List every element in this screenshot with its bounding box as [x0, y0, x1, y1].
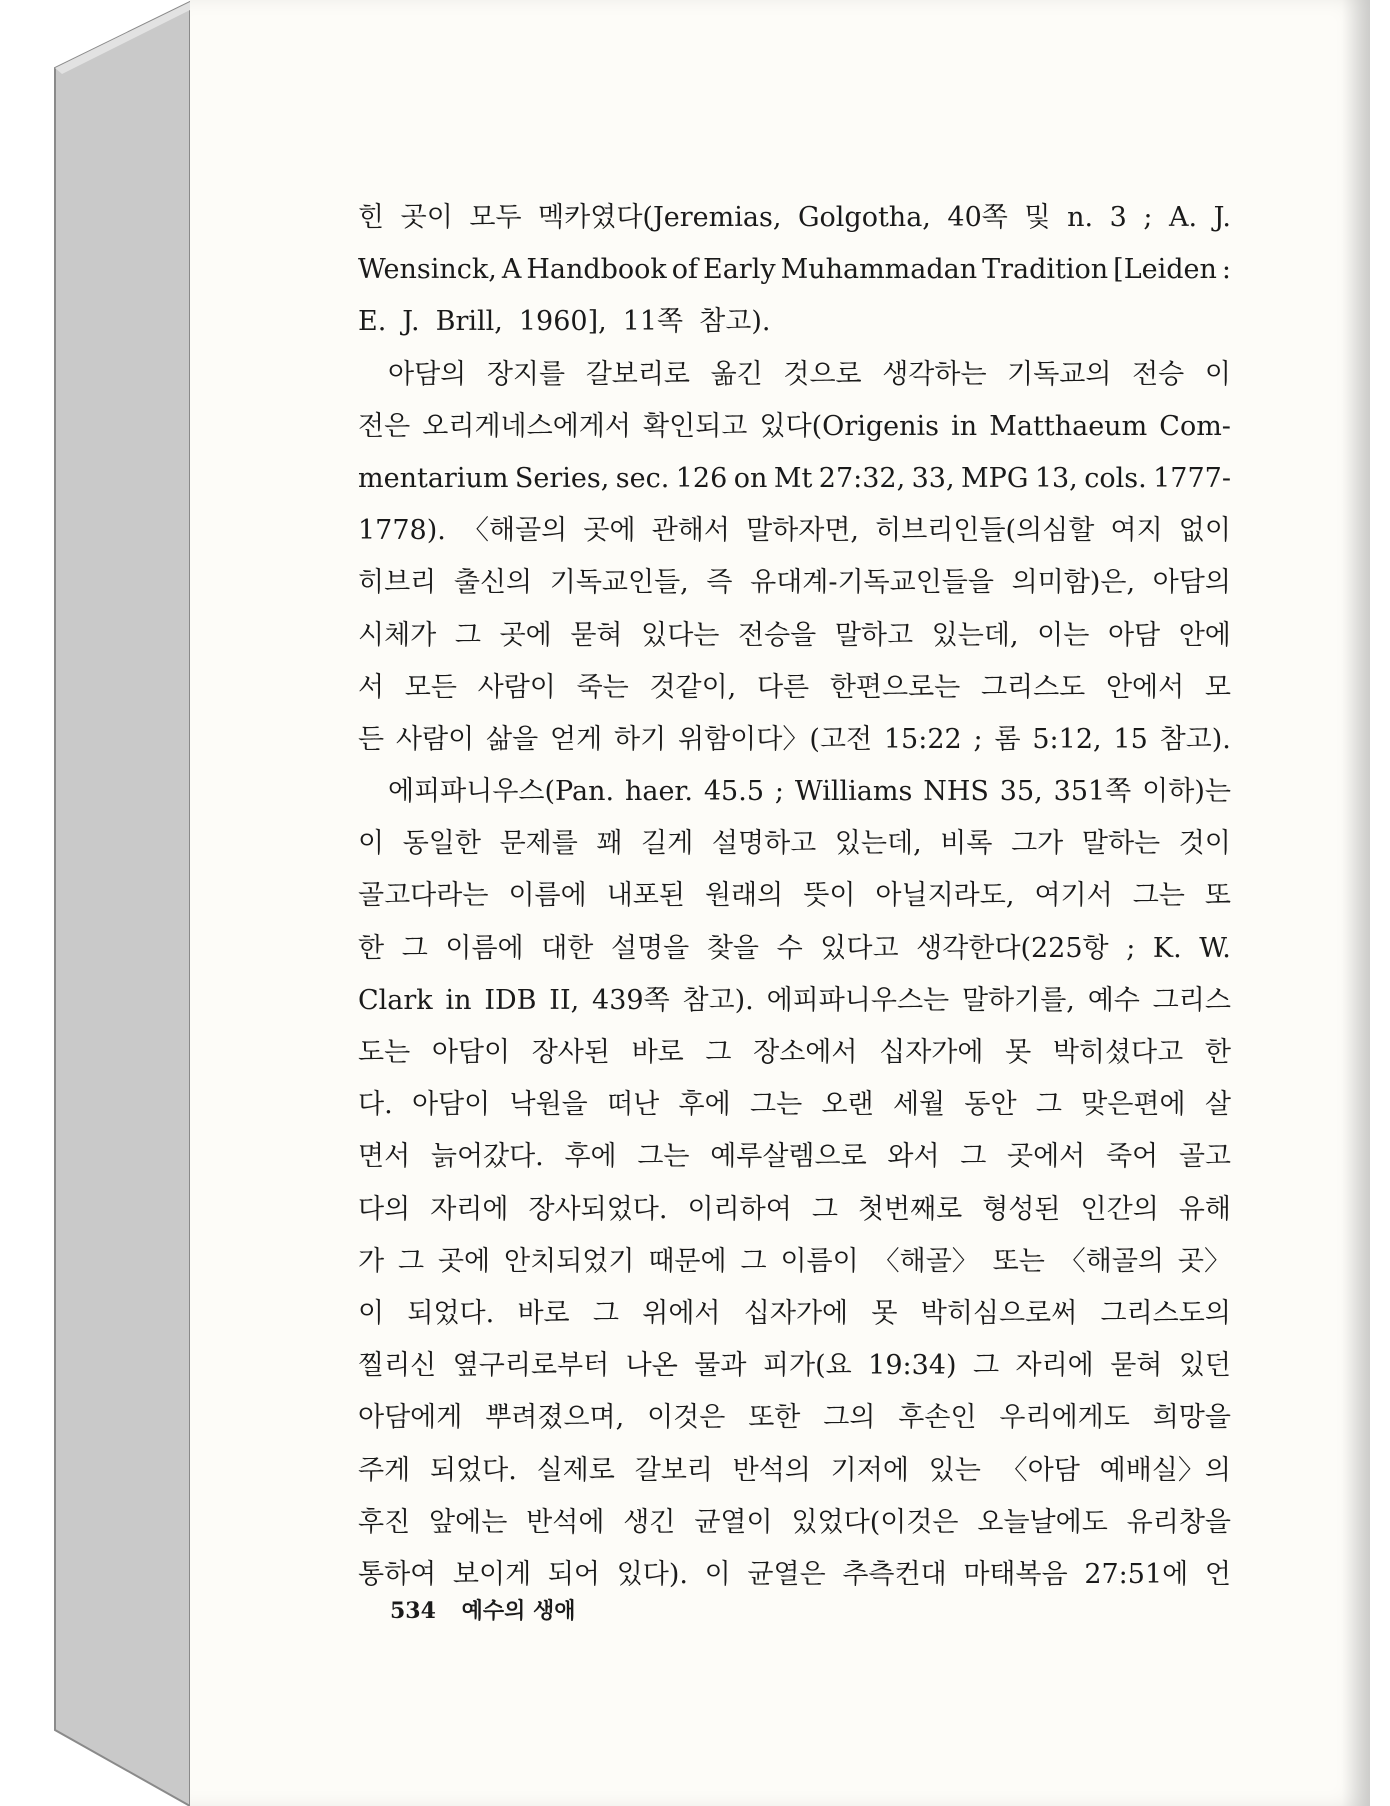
word: 곳에: [583, 515, 636, 547]
word: 예배실〉의: [1099, 1454, 1231, 1486]
word: in: [445, 984, 472, 1016]
word: Early: [702, 254, 776, 286]
word: 죽어: [1105, 1141, 1159, 1173]
word: 뜻이: [803, 880, 856, 912]
word: 그: [401, 932, 428, 964]
word: 1778).: [358, 515, 446, 547]
word: 갈보리로: [585, 358, 691, 390]
word: 전은: [358, 410, 411, 442]
word: 떠난: [607, 1089, 660, 1121]
word: 곳에서: [1007, 1141, 1086, 1173]
word: 그리스: [1152, 984, 1231, 1016]
word: A: [501, 254, 522, 286]
word: A.: [1168, 202, 1198, 233]
word: 와서: [887, 1141, 940, 1173]
word: 아담이: [431, 1037, 511, 1068]
word: 아담이: [411, 1089, 491, 1121]
word: 15: [1113, 723, 1148, 755]
word: 관해서: [651, 515, 730, 547]
word: 도는: [358, 1037, 411, 1068]
word: 있었다(이것은: [791, 1506, 959, 1538]
word: 히브리인들(의심할: [875, 515, 1095, 547]
running-title: 예수의 생애: [461, 1598, 576, 1624]
word: 십자가에: [743, 1297, 849, 1329]
word: 전승: [1132, 358, 1185, 390]
word: 1777-: [1153, 462, 1231, 494]
word: 다.: [358, 1089, 393, 1121]
word: 35,: [999, 776, 1043, 808]
word: 시체가: [358, 619, 437, 651]
word: 비록: [940, 828, 993, 860]
word: 보이게: [452, 1558, 532, 1590]
word: 그리스도의: [1100, 1297, 1231, 1329]
word: 문제를: [499, 828, 578, 860]
word: 희망을: [1152, 1402, 1231, 1434]
word: 기독교인들,: [549, 567, 689, 599]
word: 찾을: [706, 932, 759, 964]
word: 면서: [358, 1141, 411, 1173]
text-line: [358, 714, 1231, 766]
word: 오늘날에도: [977, 1506, 1108, 1538]
word: 참고).: [682, 984, 754, 1016]
word: 생각한다(225항: [916, 932, 1109, 964]
word: haer.: [624, 776, 693, 808]
word: 그: [1035, 1089, 1062, 1121]
word: Brill,: [435, 306, 503, 338]
word: J.: [402, 306, 420, 338]
word: 있다(Origenis: [759, 410, 940, 442]
word: 추측컨대: [842, 1558, 947, 1590]
word: 장사된: [531, 1037, 610, 1068]
word: 이하)는: [1142, 776, 1231, 808]
text-line: [358, 870, 1231, 922]
text-line: [358, 1340, 1231, 1392]
word: 그: [705, 1037, 732, 1068]
word: cols.: [1084, 462, 1147, 494]
word: 유리창을: [1126, 1506, 1231, 1538]
word: 안에서: [1105, 671, 1185, 703]
text-line: [358, 349, 1231, 401]
text-line: [358, 1392, 1231, 1444]
word: 생각하는: [882, 358, 987, 390]
word: 아닐지라도,: [875, 880, 1015, 912]
text-line: [358, 1131, 1231, 1183]
text-line: [358, 1445, 1231, 1497]
word: 전승을: [737, 619, 817, 651]
text-line: [358, 610, 1231, 662]
word: 생긴: [623, 1506, 676, 1538]
word: 골고: [1178, 1141, 1231, 1173]
word: MPG: [961, 462, 1029, 494]
word: 피가(요: [762, 1350, 852, 1382]
word: 말하기를,: [961, 984, 1075, 1016]
word: 장소에서: [753, 1037, 858, 1068]
word: 동일한: [402, 828, 481, 860]
word: Matthaeum: [989, 410, 1148, 442]
word: 아담에게: [358, 1402, 463, 1434]
word: 5:12,: [1032, 723, 1102, 755]
word: 및: [1024, 202, 1051, 233]
word: 것이: [1178, 828, 1231, 860]
text-line: [358, 1497, 1231, 1549]
word: 그: [960, 1141, 987, 1173]
word: 묻혀: [570, 619, 623, 651]
word: 한: [1204, 1037, 1231, 1068]
word: 위함이다〉(고전: [678, 723, 873, 755]
word: 후진: [358, 1506, 411, 1538]
word: 길게: [641, 828, 694, 860]
word: 참고).: [699, 306, 771, 338]
word: 말하고: [834, 619, 914, 651]
word: J.: [1213, 202, 1231, 233]
word: 묻혀: [1110, 1350, 1163, 1382]
word: 바로: [631, 1037, 684, 1068]
word: 반석의: [732, 1454, 811, 1486]
word: 십자가에: [879, 1037, 984, 1068]
text-line: [358, 244, 1231, 296]
word: 그는: [637, 1141, 690, 1173]
page-edge-shadow: [1342, 0, 1370, 1806]
word: ;: [1143, 202, 1153, 233]
word: 〈해골의: [461, 515, 568, 547]
page-footer: [390, 1594, 576, 1625]
word: 형성된: [982, 1193, 1061, 1225]
word: 서: [358, 671, 385, 703]
word: 후손인: [898, 1402, 977, 1434]
word: 13,: [1034, 462, 1078, 494]
word: 박히심으로써: [920, 1297, 1078, 1329]
word: 못: [1005, 1037, 1032, 1068]
word: Wensinck,: [358, 254, 497, 286]
text-line: [358, 1184, 1231, 1236]
word: 주게: [358, 1454, 411, 1486]
word: 기독교의: [1007, 358, 1112, 390]
text-line: [358, 1079, 1231, 1131]
word: 곳에: [499, 619, 552, 651]
word: 있는데,: [834, 828, 922, 860]
word: 있는데,: [931, 619, 1019, 651]
word: 있다는: [641, 619, 720, 651]
word: 멕카였다(Jeremias,: [538, 202, 782, 233]
word: 이는: [1037, 619, 1090, 651]
word: 골고다라는: [358, 880, 489, 912]
word: 장사되었다.: [528, 1193, 668, 1225]
word: ;: [1126, 932, 1136, 964]
word: 그: [811, 1193, 838, 1225]
word: 유해: [1178, 1193, 1231, 1225]
word: 있던: [1178, 1350, 1231, 1382]
word: II,: [549, 984, 580, 1016]
word: 이름에: [445, 932, 524, 964]
word: 자리에: [1015, 1350, 1094, 1382]
word: 사람이: [395, 723, 475, 755]
word: 이: [1204, 358, 1231, 390]
word: 말하는: [1081, 828, 1161, 860]
word: 박히셨다고: [1052, 1037, 1184, 1068]
word: 물과: [694, 1350, 747, 1382]
word: 출신의: [453, 567, 533, 599]
word: 균열이: [694, 1506, 773, 1538]
word: 그: [592, 1297, 619, 1329]
word: 모두: [469, 202, 522, 233]
word: 히브리: [358, 567, 437, 599]
word: 모: [1204, 671, 1231, 703]
text-line: [358, 557, 1231, 609]
word: 40쪽: [947, 202, 1008, 233]
word: 되었다.: [429, 1454, 517, 1486]
word: 오랜: [821, 1089, 874, 1121]
word: Muhammadan: [780, 254, 978, 286]
word: 되어: [547, 1558, 601, 1590]
word: 다른: [756, 671, 810, 703]
word: 세월: [892, 1089, 946, 1121]
word: 이: [358, 1297, 385, 1329]
word: 참고).: [1159, 723, 1231, 755]
word: 곳에: [437, 1245, 491, 1277]
word: 언: [1204, 1558, 1231, 1590]
word: 있다고: [820, 932, 899, 964]
word: 439쪽: [592, 984, 670, 1016]
word: 낙원을: [509, 1089, 588, 1121]
word: 〈해골〉: [872, 1245, 979, 1277]
word: 한: [358, 932, 385, 964]
word: 동안: [964, 1089, 1017, 1121]
word: 우리에게도: [999, 1402, 1130, 1434]
word: 찔리신: [358, 1350, 437, 1382]
word: 옮긴: [710, 358, 763, 390]
word: 그: [972, 1350, 1000, 1382]
word: 없이: [1178, 515, 1231, 547]
word: 실제로: [536, 1454, 615, 1486]
word: 이름이: [780, 1245, 859, 1277]
word: IDB: [484, 984, 537, 1016]
word: 즉: [706, 567, 733, 599]
word: 못: [871, 1297, 898, 1329]
word: 〈아담: [1000, 1454, 1080, 1486]
word: 위에서: [642, 1297, 721, 1329]
word: 갈보리: [634, 1454, 713, 1486]
word: 이: [358, 828, 385, 860]
word: 아담의: [1152, 567, 1231, 599]
word: 에피파니우스(Pan.: [388, 776, 615, 808]
word: 그: [454, 619, 481, 651]
word: 안치되었기: [504, 1245, 635, 1277]
word: Com-: [1159, 410, 1231, 442]
word: Tradition: [982, 254, 1109, 286]
word: 삶을: [486, 723, 539, 755]
word: n.: [1067, 202, 1094, 233]
word: 내포된: [606, 880, 685, 912]
text-line: [358, 505, 1231, 557]
page-number: 534: [390, 1598, 436, 1624]
word: 11쪽: [622, 306, 684, 338]
word: 마태복음: [963, 1558, 1068, 1590]
word: 꽤: [596, 828, 623, 860]
word: 설명을: [610, 932, 690, 964]
word: 힌: [358, 202, 385, 233]
word: 때문에: [648, 1245, 727, 1277]
word: 19:34): [868, 1350, 957, 1382]
word: 롬: [994, 723, 1021, 755]
word: 15:22: [883, 723, 962, 755]
word: sec.: [615, 462, 670, 494]
word: 맞은편에: [1081, 1089, 1186, 1121]
text-line: [358, 975, 1231, 1027]
word: 대한: [541, 932, 594, 964]
word: 아담의: [388, 358, 467, 390]
word: 또한: [748, 1402, 801, 1434]
word: in: [951, 410, 978, 442]
word: 수: [776, 932, 803, 964]
word: Golgotha,: [797, 202, 931, 233]
word: 그: [740, 1245, 767, 1277]
word: 이리하여: [687, 1193, 792, 1225]
word: 27:32,: [818, 462, 906, 494]
word: 33,: [911, 462, 955, 494]
word: 것같이,: [649, 671, 737, 703]
word: 있는: [928, 1454, 981, 1486]
word: 후에: [564, 1141, 617, 1173]
word: 351쪽: [1053, 776, 1132, 808]
text-line: [358, 192, 1231, 244]
word: ;: [973, 723, 983, 755]
word: 다의: [358, 1193, 411, 1225]
word: K.: [1152, 932, 1182, 964]
word: 통하여: [358, 1558, 437, 1590]
word: 첫번째로: [857, 1193, 963, 1225]
word: 나온: [625, 1350, 678, 1382]
word: 앞에는: [429, 1506, 508, 1538]
word: 죽는: [576, 671, 629, 703]
word: 자리에: [430, 1193, 509, 1225]
word: 기저에: [830, 1454, 909, 1486]
text-line: [358, 1236, 1231, 1288]
word: ;: [774, 776, 785, 808]
word: 예루살렘으로: [710, 1141, 867, 1173]
word: 있다).: [616, 1558, 688, 1590]
word: 하기: [614, 723, 667, 755]
book-page: [190, 0, 1370, 1806]
word: 3: [1109, 202, 1127, 233]
word: 든: [358, 723, 385, 755]
word: 여지: [1110, 515, 1163, 547]
word: 이름에: [508, 880, 587, 912]
word: 유대계-기독교인들을: [750, 567, 994, 599]
text-line: [358, 296, 1231, 348]
word: 인간의: [1080, 1193, 1159, 1225]
word: 설명하고: [711, 828, 817, 860]
word: 확인되고: [643, 410, 748, 442]
word: 그리스도: [980, 671, 1086, 703]
word: Series,: [514, 462, 610, 494]
word: 126: [675, 462, 728, 494]
word: Handbook: [526, 254, 667, 286]
text-line: [358, 662, 1231, 714]
word: on: [733, 462, 768, 494]
word: 원래의: [704, 880, 784, 912]
word: 아담: [1107, 619, 1161, 651]
word: 에피파니우스는: [766, 984, 950, 1016]
word: 곳〉: [1177, 1245, 1231, 1277]
word: 사람이: [477, 671, 556, 703]
word: 장지를: [486, 358, 566, 390]
word: :: [1221, 254, 1231, 286]
word: 되었다.: [407, 1297, 495, 1329]
word: [Leiden: [1113, 254, 1217, 286]
word: 45.5: [703, 776, 764, 808]
word: 또는: [992, 1245, 1045, 1277]
text-line: [358, 766, 1231, 818]
text-line: [358, 453, 1231, 505]
word: 〈해골의: [1058, 1245, 1164, 1277]
word: W.: [1199, 932, 1231, 964]
word: 후에: [678, 1089, 731, 1121]
word: 뿌려졌으며,: [485, 1402, 625, 1434]
word: 그는: [750, 1089, 803, 1121]
word: 안에: [1178, 619, 1231, 651]
word: 또: [1204, 880, 1231, 912]
word: 바로: [517, 1297, 570, 1329]
word: 늙어갔다.: [430, 1141, 544, 1173]
word: 말하자면,: [746, 515, 859, 547]
text-line: [358, 818, 1231, 870]
word: 그: [397, 1245, 425, 1277]
word: 한편으로는: [829, 671, 961, 703]
word: 이: [704, 1558, 731, 1590]
word: 27:51에: [1084, 1558, 1189, 1590]
word: 이것은: [647, 1402, 726, 1434]
word: 옆구리로부터: [452, 1350, 610, 1382]
word: 반석에: [526, 1506, 605, 1538]
word: 그는: [1132, 880, 1185, 912]
word: E.: [358, 306, 387, 338]
body-text: [358, 192, 1231, 1601]
word: 1960],: [518, 306, 607, 338]
word: 여기서: [1034, 880, 1113, 912]
word: 그의: [823, 1402, 876, 1434]
word: 예수: [1087, 984, 1140, 1016]
word: Williams: [794, 776, 913, 808]
text-line: [358, 923, 1231, 975]
word: Clark: [358, 984, 433, 1016]
word: NHS: [923, 776, 989, 808]
text-line: [358, 1027, 1231, 1079]
word: 의미함)은,: [1011, 567, 1136, 599]
word: 모든: [404, 671, 457, 703]
word: 오리게네스에게서: [422, 410, 631, 442]
word: Mt: [773, 462, 813, 494]
word: 얻게: [550, 723, 603, 755]
word: 살: [1204, 1089, 1231, 1121]
word: 균열은: [747, 1558, 826, 1590]
word: 곳이: [400, 202, 453, 233]
word: of: [671, 254, 699, 286]
text-line: [358, 1288, 1231, 1340]
word: 그가: [1011, 828, 1064, 860]
word: 가: [358, 1245, 385, 1277]
word: mentarium: [358, 462, 509, 494]
text-line: [358, 401, 1231, 453]
word: 것으로: [783, 358, 862, 390]
